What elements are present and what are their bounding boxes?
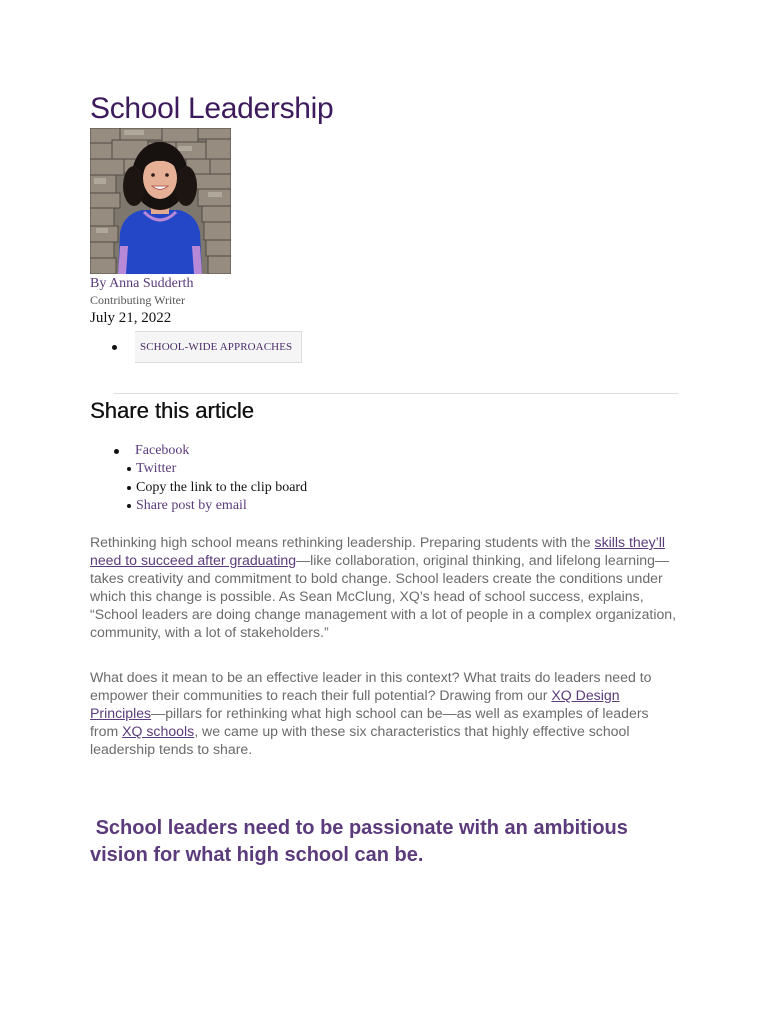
copy-link-button[interactable]: Copy the link to the clip board <box>136 480 308 495</box>
share-heading: Share this article <box>90 398 254 423</box>
bullet-icon <box>127 486 131 490</box>
paragraph-text: , we came up with these six characteristics that highly effective school leadership tends to share. <box>90 723 630 757</box>
share-item-facebook <box>114 443 189 459</box>
share-facebook-link[interactable]: Facebook <box>135 443 190 458</box>
share-item-copy <box>127 480 307 496</box>
divider <box>114 393 678 394</box>
tag-list <box>112 331 302 363</box>
skills-link[interactable]: skills they’ll need to succeed after graduating <box>90 534 666 568</box>
paragraph-text: —pillars for rethinking what high school can be—as well as examples of leaders from <box>90 705 649 739</box>
bullet-icon <box>127 504 131 508</box>
page-title: School Leadership <box>90 92 334 125</box>
body-paragraph-1 <box>90 533 680 641</box>
author-link[interactable]: By Anna Sudderth <box>90 276 194 291</box>
paragraph-text: What does it mean to be an effective leader in this context? What traits do leaders need to empower their communities to reach their full potential? Drawing from our <box>90 669 652 703</box>
author-photo <box>90 128 231 274</box>
xq-schools-link[interactable]: XQ schools <box>122 723 195 739</box>
bullet-icon <box>112 345 117 350</box>
body-paragraph-2 <box>90 668 680 758</box>
paragraph-text: Rethinking high school means rethinking leadership. Preparing students with the <box>90 534 595 550</box>
share-twitter-link[interactable]: Twitter <box>136 461 177 476</box>
section-heading <box>90 815 680 869</box>
share-email-link[interactable]: Share post by email <box>136 498 247 513</box>
bullet-icon <box>127 467 131 471</box>
share-item-email <box>127 498 247 514</box>
author-role: Contributing Writer <box>90 293 185 307</box>
share-item-twitter <box>127 461 176 477</box>
section-heading-text: School leaders need to be passionate with an ambitious vision for what high school can be. <box>90 817 628 866</box>
tag-school-wide-approaches[interactable]: SCHOOL-WIDE APPROACHES <box>135 331 302 363</box>
publish-date: July 21, 2022 <box>90 310 172 326</box>
paragraph-text: —like collaboration, original thinking, and lifelong learning—takes creativity and commitment to bold change. School leaders create the conditions under which this change is possible. As Sean McClung, XQ’s head of school success, explains, “School leaders are doing change management with a lot of people in a complex organization, community, with a lot of stakeholders.” <box>90 552 677 640</box>
bullet-icon <box>114 449 119 454</box>
author-photo-image <box>90 128 231 274</box>
xq-design-principles-link[interactable]: XQ Design Principles <box>90 687 620 721</box>
